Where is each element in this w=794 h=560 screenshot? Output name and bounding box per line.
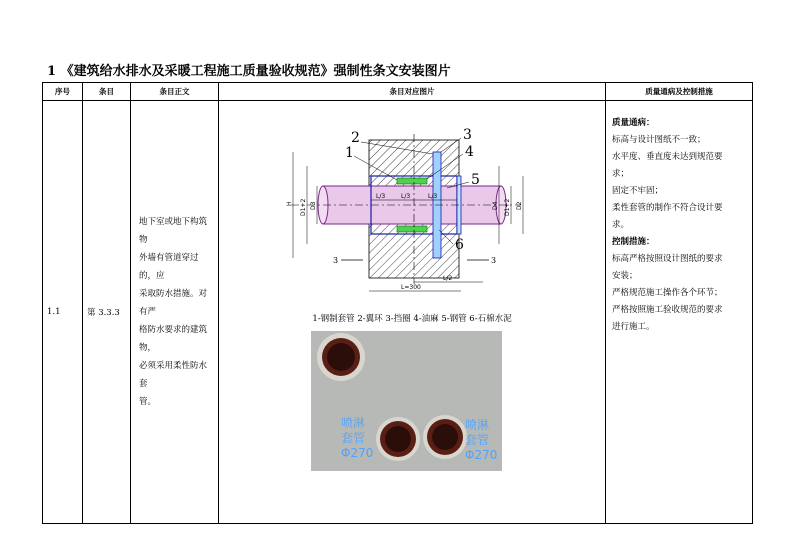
callout-2: 2	[351, 130, 360, 146]
table-row	[43, 101, 753, 524]
header-image: 条目对应图片	[219, 83, 606, 101]
dim-label: D1+2	[300, 198, 307, 216]
section-mark: 3	[333, 256, 339, 265]
callout-6: 6	[455, 237, 464, 253]
text-line: 采取防水措施。对有严	[139, 289, 208, 317]
sleeve-diagram	[221, 104, 604, 309]
photo-label: Φ270	[341, 446, 374, 460]
cell-number: 1.1	[43, 101, 83, 524]
dim-label: D3	[310, 201, 317, 210]
text-line: 外墙有管道穿过的，应	[139, 253, 199, 281]
photo-label: 套管	[341, 431, 366, 445]
page-title: 1 《建筑给水排水及采暖工程施工质量验收规范》强制性条文安装图片	[47, 64, 451, 79]
text-line: 地下室或地下构筑物	[139, 217, 208, 245]
table-header-row	[43, 83, 753, 101]
dim-label: D4	[492, 201, 499, 210]
quality-line: 柔性套管的制作不符合设计要	[612, 203, 723, 213]
quality-heading: 质量通病：	[612, 118, 655, 128]
cell-image	[219, 101, 606, 524]
section-mark: 3	[491, 256, 497, 265]
photo-label: Φ270	[465, 448, 498, 462]
header-text: 条目正文	[131, 83, 219, 101]
control-line: 严格规范施工操作各个环节；	[612, 288, 723, 298]
dim-label: D2	[516, 201, 523, 210]
callout-5: 5	[471, 172, 480, 188]
cell-quality	[606, 101, 753, 524]
quality-line: 固定不牢固；	[612, 186, 664, 196]
photo-label: 喷淋	[465, 418, 490, 432]
dim-label: L/2	[443, 275, 453, 282]
dim-label: L/3	[428, 193, 438, 200]
text-line: 必须采用柔性防水套	[139, 361, 208, 389]
sleeve-photo	[311, 331, 502, 471]
control-heading: 控制措施：	[612, 237, 655, 247]
dim-label: L=300	[401, 284, 421, 291]
header-article: 条目	[83, 83, 131, 101]
control-line: 标高严格按照设计图纸的要求	[612, 254, 723, 264]
dim-label: H	[286, 201, 293, 206]
quality-line: 求；	[612, 169, 630, 179]
dim-label: L/3	[376, 193, 386, 200]
header-quality: 质量通病及控制措施	[606, 83, 753, 101]
control-line: 进行施工。	[612, 322, 655, 332]
quality-line: 标高与设计图纸不一致；	[612, 135, 706, 145]
header-number: 序号	[43, 83, 83, 101]
text-line: 管。	[139, 397, 157, 407]
quality-line: 求。	[612, 220, 630, 230]
callout-1: 1	[345, 145, 354, 161]
callout-4: 4	[465, 144, 474, 160]
dim-label: L/3	[401, 193, 411, 200]
diagram-caption: 1-钢制套管 2-翼环 3-挡圈 4-油麻 5-钢管 6-石棉水泥	[312, 314, 512, 324]
photo-label: 套管	[465, 433, 490, 447]
callout-3: 3	[463, 127, 472, 143]
cell-text	[131, 101, 219, 524]
spec-table	[42, 82, 753, 524]
text-line: 格防水要求的建筑物，	[139, 325, 208, 353]
control-line: 严格按照施工验收规范的要求	[612, 305, 723, 315]
dim-label: D1+2	[504, 198, 511, 216]
cell-article: 第 3.3.3	[83, 101, 131, 524]
quality-line: 水平度、垂直度未达到规范要	[612, 152, 723, 162]
control-line: 安装；	[612, 271, 638, 281]
oakum-packing	[397, 178, 427, 184]
photo-label: 喷淋	[341, 416, 366, 430]
